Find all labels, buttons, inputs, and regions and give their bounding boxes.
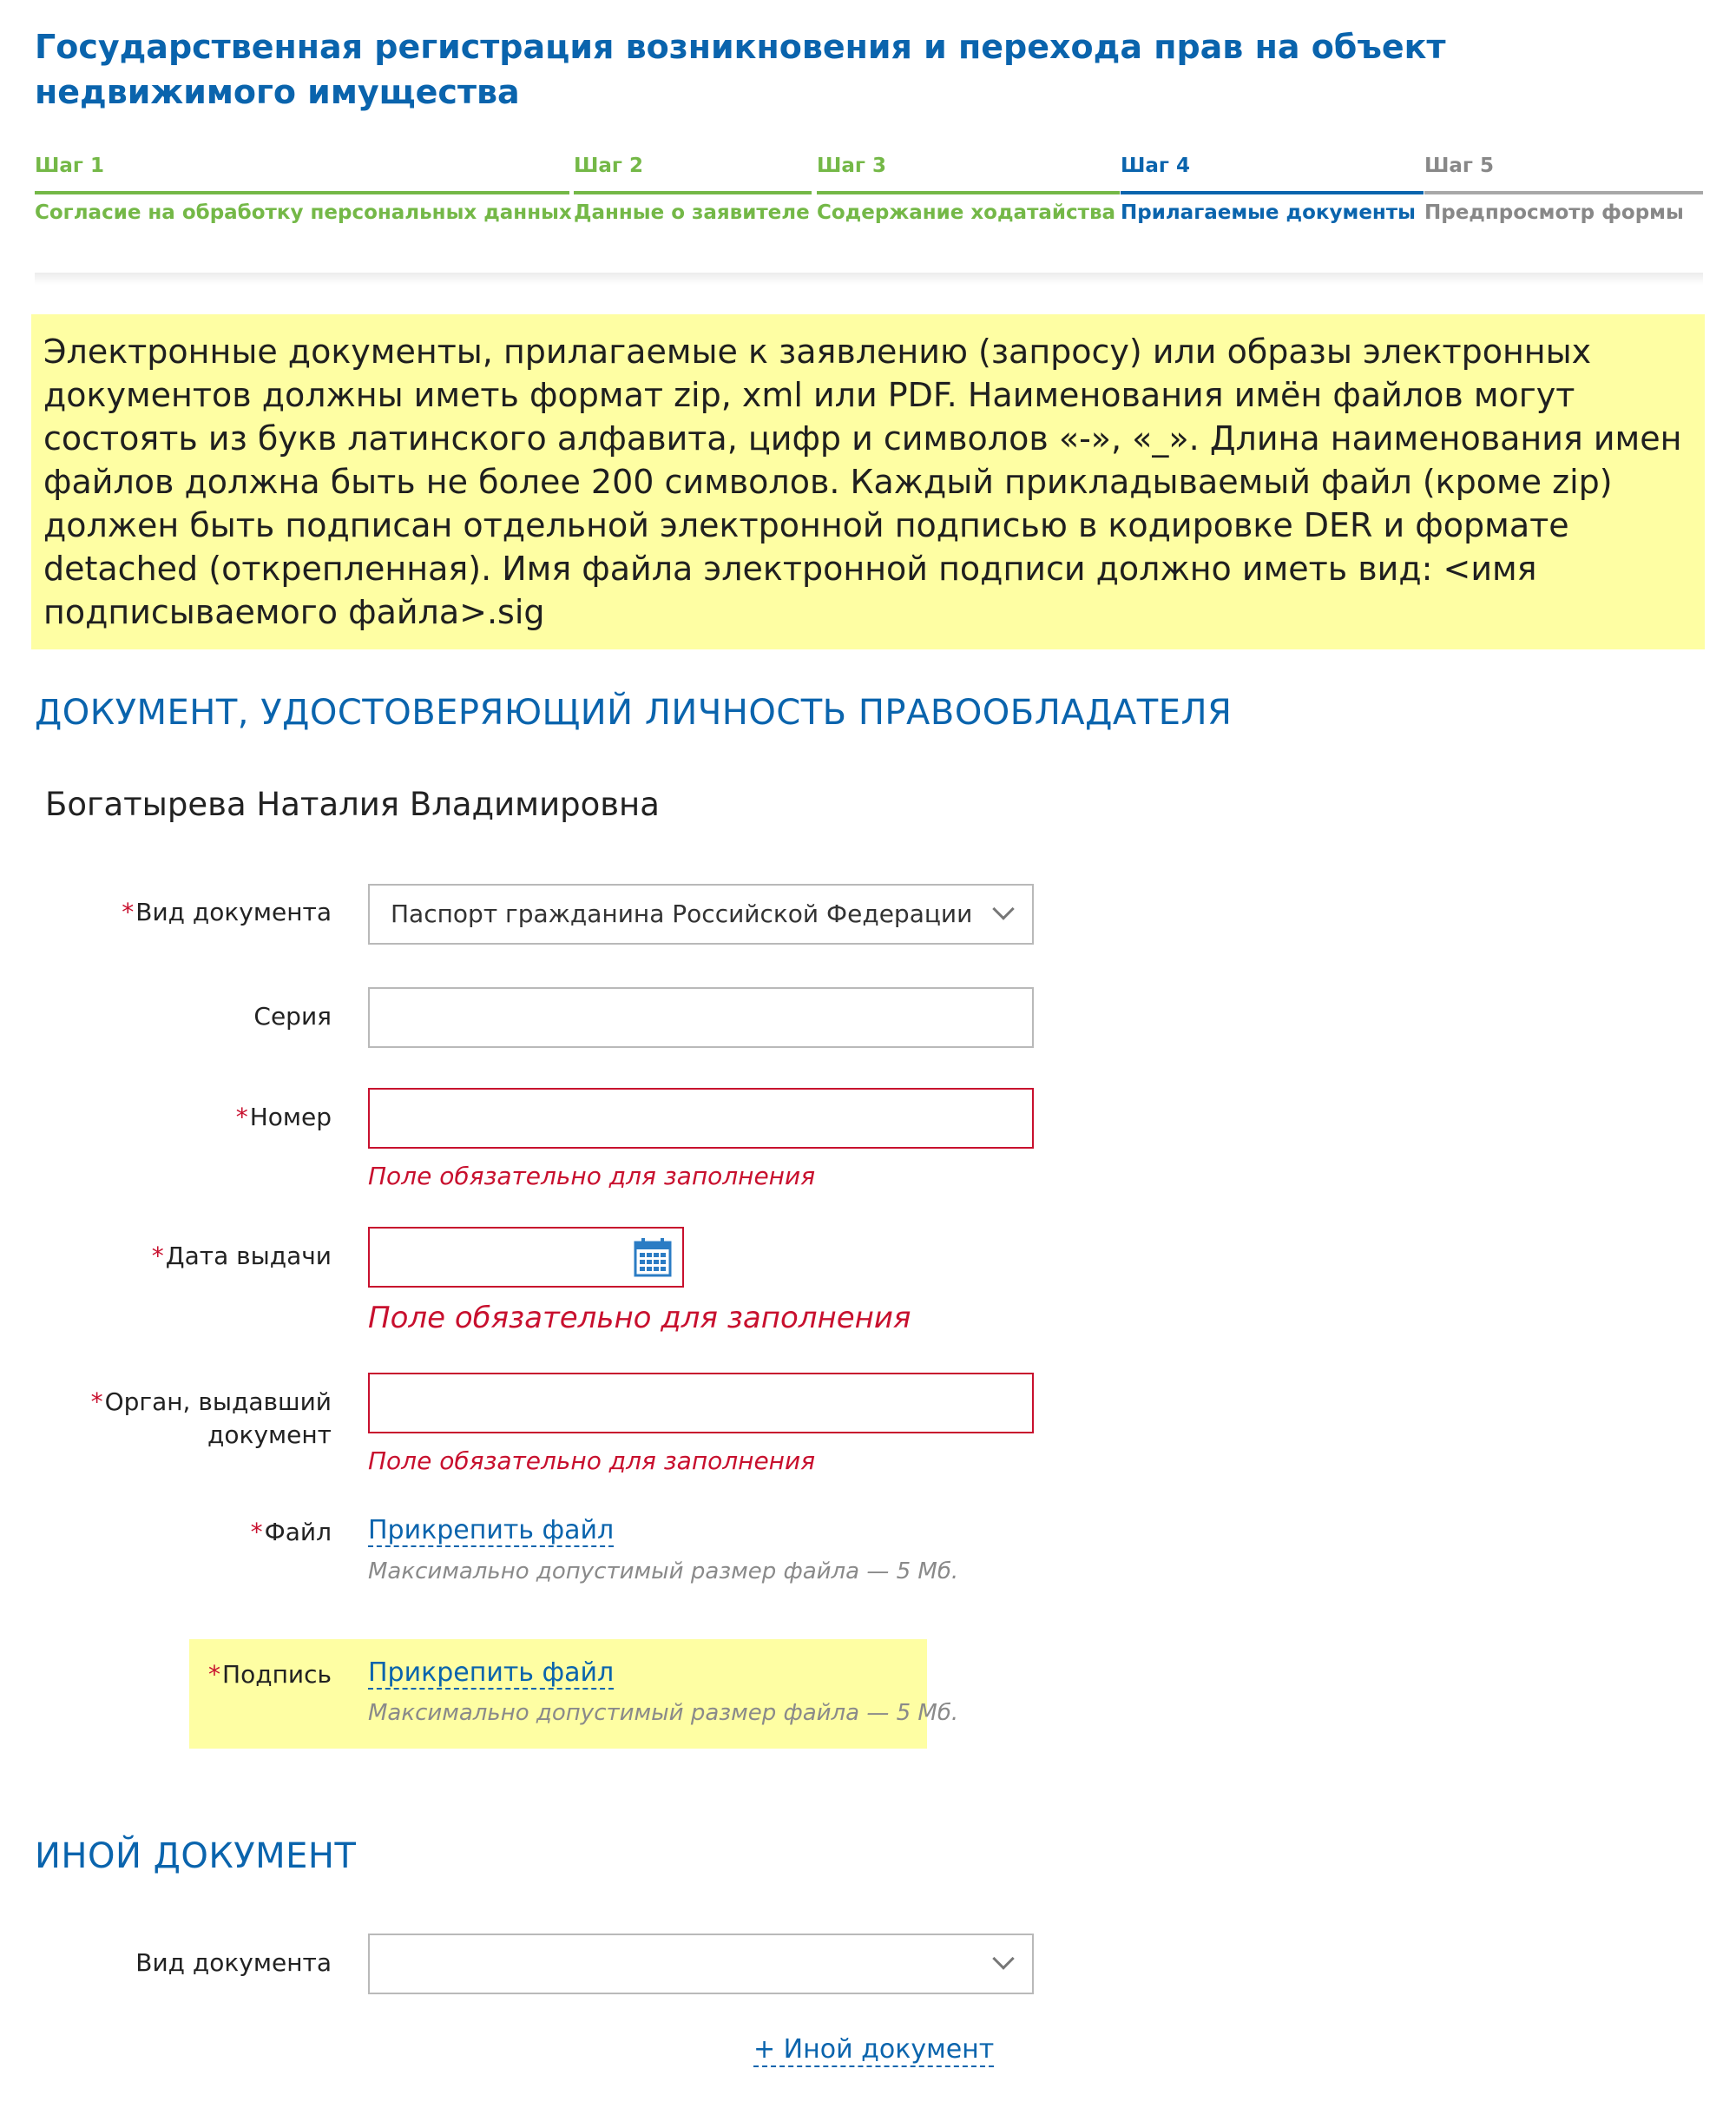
attach-file-link[interactable]: Прикрепить файл (368, 1515, 615, 1545)
issuer-label-line2: документ (207, 1420, 332, 1449)
file-label-text: Файл (264, 1518, 332, 1546)
issue-date-error: Поле обязательно для заполнения (368, 1301, 911, 1335)
issue-date-label (28, 1240, 332, 1273)
series-label-text: Серия (253, 1002, 332, 1031)
step-label: Содержание ходатайства (817, 201, 1116, 224)
required-mark: * (122, 898, 135, 926)
file-requirements-notice: Электронные документы, прилагаемые к заявлению (запросу) или образы электронных документов должны иметь формат zip, xml или PDF. Наименования имён файлов могут состоять из букв латинского алфавита, цифр и символов «-», «_». Длина наименования имен файлов должна быть не более 200 символов. Каждый прикладываемый файл (кроме zip) должен быть подписан отдельной электронной подписью в кодировке DER и формате detached (открепленная). Имя файла электронной подписи должно иметь вид: <имя подписываемого файла>.sig (31, 314, 1705, 649)
step-2[interactable] (574, 153, 812, 240)
file-size-hint: Максимально допустимый размер файла — 5 Мб. (368, 1558, 959, 1584)
step-label: Прилагаемые документы (1121, 201, 1416, 224)
step-number: Шаг 2 (574, 155, 643, 177)
doc-type-label (28, 896, 332, 929)
signature-label (28, 1658, 332, 1691)
number-error: Поле обязательно для заполнения (368, 1162, 816, 1190)
number-label (28, 1101, 332, 1134)
person-name: Богатырева Наталия Владимировна (45, 786, 660, 823)
number-label-text: Номер (249, 1103, 332, 1131)
step-progress-bar (35, 191, 569, 194)
required-mark: * (151, 1242, 164, 1270)
issuer-error: Поле обязательно для заполнения (368, 1446, 816, 1475)
file-label (28, 1516, 332, 1549)
wizard-steps (35, 153, 1703, 240)
required-mark: * (250, 1518, 263, 1546)
required-mark: * (235, 1103, 248, 1131)
step-5[interactable] (1424, 153, 1703, 240)
number-input[interactable] (368, 1088, 1034, 1149)
step-label: Согласие на обработку персональных данных (35, 201, 572, 224)
issuer-label (28, 1386, 332, 1452)
other-doc-type-label (28, 1947, 332, 1980)
issuer-input[interactable] (368, 1373, 1034, 1433)
other-doc-type-label-text: Вид документа (135, 1948, 332, 1977)
series-input[interactable] (368, 987, 1034, 1048)
step-1[interactable] (35, 153, 572, 240)
signature-label-text: Подпись (222, 1660, 332, 1689)
step-progress-bar (817, 191, 1120, 194)
step-progress-bar (1424, 191, 1703, 194)
calendar-icon[interactable] (634, 1237, 672, 1277)
issue-date-label-text: Дата выдачи (165, 1242, 332, 1270)
step-3[interactable] (817, 153, 1120, 240)
series-label (28, 1000, 332, 1033)
chevron-down-icon (992, 1947, 1014, 1969)
signature-size-hint: Максимально допустимый размер файла — 5 Мб. (368, 1700, 959, 1726)
divider (35, 273, 1703, 285)
page-title: Государственная регистрация возникновения и перехода прав на объект недвижимого имущества (35, 28, 1446, 111)
step-number: Шаг 1 (35, 155, 104, 177)
step-number: Шаг 4 (1121, 155, 1190, 177)
step-number: Шаг 3 (817, 155, 886, 177)
signature-highlight (189, 1639, 927, 1749)
attach-signature-link[interactable]: Прикрепить файл (368, 1657, 615, 1688)
section-title-identity: ДОКУМЕНТ, УДОСТОВЕРЯЮЩИЙ ЛИЧНОСТЬ ПРАВООБЛАДАТЕЛЯ (35, 693, 1233, 733)
required-mark: * (90, 1387, 103, 1416)
issue-date-input[interactable] (368, 1227, 684, 1288)
other-doc-type-select[interactable] (368, 1934, 1034, 1994)
step-number: Шаг 5 (1424, 155, 1494, 177)
step-label: Данные о заявителе (574, 201, 810, 224)
required-mark: * (208, 1660, 221, 1689)
chevron-down-icon (992, 898, 1014, 919)
step-progress-bar (574, 191, 812, 194)
doc-type-select[interactable] (368, 884, 1034, 945)
issuer-label-line1: Орган, выдавший (104, 1387, 332, 1416)
add-other-document-link[interactable]: + Иной документ (753, 2034, 994, 2067)
step-4[interactable] (1121, 153, 1424, 240)
doc-type-value: Паспорт гражданина Российской Федерации (391, 899, 973, 928)
step-progress-bar (1121, 191, 1424, 194)
section-title-other: ИНОЙ ДОКУМЕНТ (35, 1836, 357, 1876)
step-label: Предпросмотр формы (1424, 201, 1684, 224)
doc-type-label-text: Вид документа (135, 898, 332, 926)
